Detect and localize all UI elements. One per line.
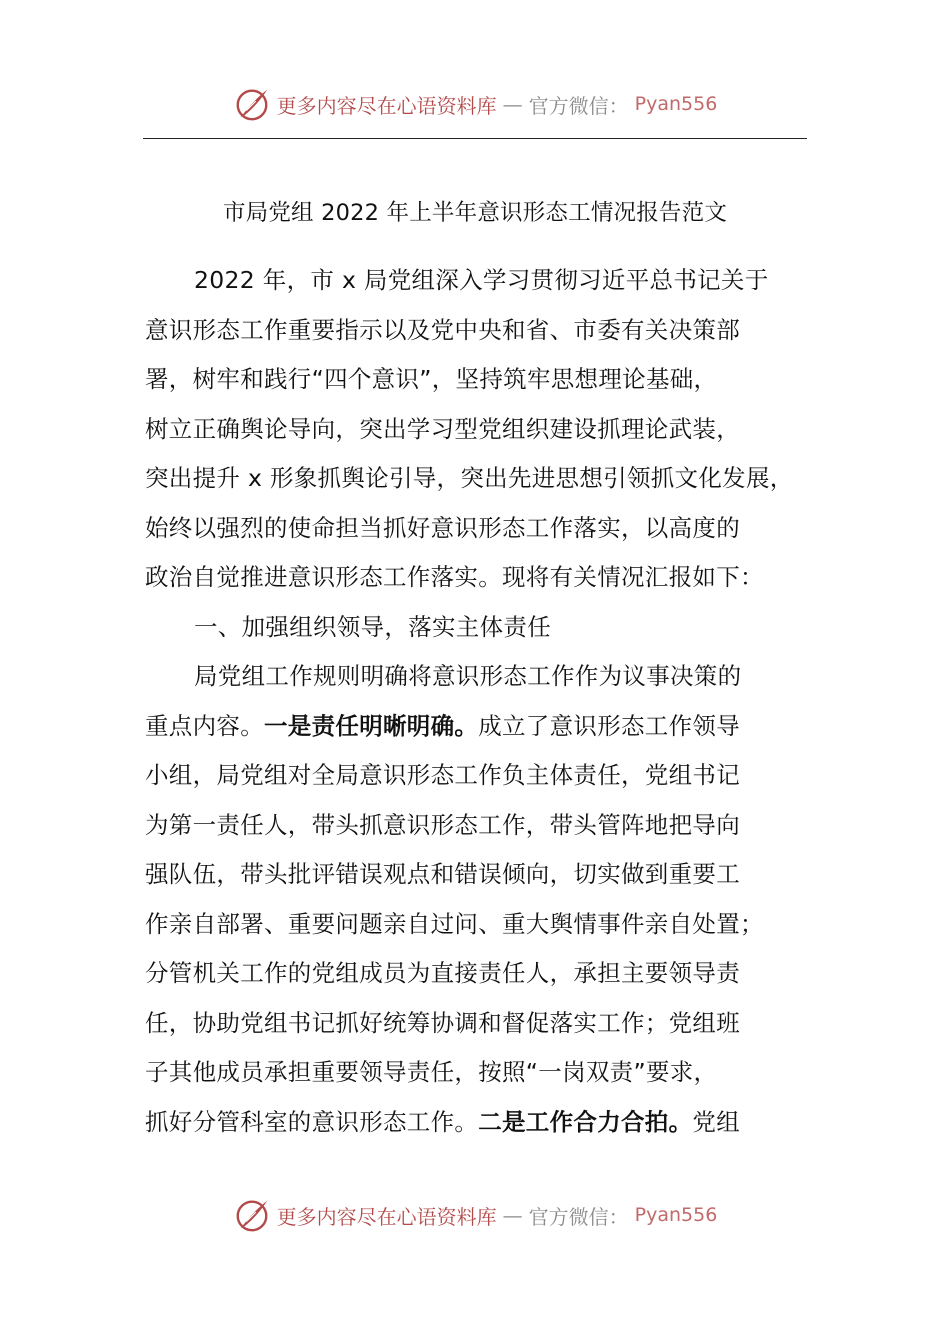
text-segment: 署，树牢和践行“四个意识”，坚持筑牢思想理论基础， (145, 365, 718, 393)
text-segment: 小组，局党组对全局意识形态工作负主体责任，党组书记 (145, 761, 740, 789)
header-watermark (0, 82, 950, 126)
banner-separator: — (502, 1203, 523, 1227)
text-line (145, 306, 835, 356)
text-line (145, 999, 835, 1049)
text-segment: 任，协助党组书记抓好统筹协调和督促落实工作；党组班 (145, 1008, 740, 1037)
text-segment: 抓好分管科室的意识形态工作。 (145, 1107, 479, 1136)
banner-wechat-label: 官方微信： (528, 93, 629, 118)
text-segment: 突出提升 x 形象抓舆论引导，突出先进思想引领抓文化发展， (145, 464, 794, 492)
text-line (145, 801, 835, 851)
banner-slogan: 更多内容尽在心语资料库 (276, 1204, 497, 1229)
text-segment: 意识形态工作重要指示以及党中央和省、市委有关决策部 (145, 315, 740, 344)
text-line (145, 900, 835, 950)
text-line (145, 1098, 835, 1148)
document-body (145, 256, 835, 1147)
text-segment: 一、加强组织领导，落实主体责任 (194, 612, 551, 641)
text-segment: 始终以强烈的使命担当抓好意识形态工作落实，以高度的 (145, 513, 740, 542)
text-line (145, 850, 835, 900)
text-line (145, 553, 835, 603)
banner-wechat-label: 官方微信： (528, 1204, 629, 1229)
banner-slogan: 更多内容尽在心语资料库 (276, 93, 497, 118)
text-line (145, 454, 835, 504)
text-line (145, 603, 835, 653)
text-segment: 分管机关工作的党组成员为直接责任人，承担主要领导责 (145, 959, 740, 987)
text-line (145, 256, 835, 306)
banner-wechat-id: Pyan556 (634, 1204, 718, 1226)
text-segment: 政治自觉推进意识形态工作落实。现将有关情况汇报如下： (145, 563, 764, 591)
text-line (145, 405, 835, 455)
text-line (145, 1048, 835, 1098)
feather-pen-logo-icon (233, 1196, 271, 1234)
text-segment: 为第一责任人，带头抓意识形态工作，带头管阵地把导向 (145, 810, 740, 839)
text-line (145, 504, 835, 554)
text-segment: 2022 年，市 x 局党组深入学习贯彻习近平总书记关于 (194, 266, 769, 294)
text-segment: 子其他成员承担重要领导责任，按照“一岗双责”要求， (145, 1058, 718, 1086)
document-title: 市局党组 2022 年上半年意识形态工情况报告范文 (222, 200, 728, 226)
text-line (145, 949, 835, 999)
banner-wechat-id: Pyan556 (634, 93, 718, 115)
text-line (145, 652, 835, 702)
text-segment: 成立了意识形态工作领导 (478, 711, 741, 740)
footer-watermark (0, 1193, 950, 1237)
header-divider (143, 138, 807, 139)
text-line (145, 751, 835, 801)
text-segment: 重点内容。 (145, 711, 264, 740)
text-line (145, 702, 835, 752)
text-segment: 树立正确舆论导向，突出学习型党组织建设抓理论武装， (145, 414, 740, 443)
text-segment: 党组 (692, 1107, 741, 1136)
text-segment: 作亲自部署、重要问题亲自过问、重大舆情事件亲自处置； (145, 909, 764, 938)
feather-pen-logo-icon (233, 85, 271, 123)
banner-separator: — (502, 92, 523, 116)
bold-phrase: 一是责任明晰明确。 (264, 711, 479, 740)
text-segment: 局党组工作规则明确将意识形态工作作为议事决策的 (194, 662, 742, 690)
text-segment: 强队伍，带头批评错误观点和错误倾向，切实做到重要工 (145, 860, 740, 888)
bold-phrase: 二是工作合力合拍。 (478, 1107, 693, 1136)
text-line (145, 355, 835, 405)
